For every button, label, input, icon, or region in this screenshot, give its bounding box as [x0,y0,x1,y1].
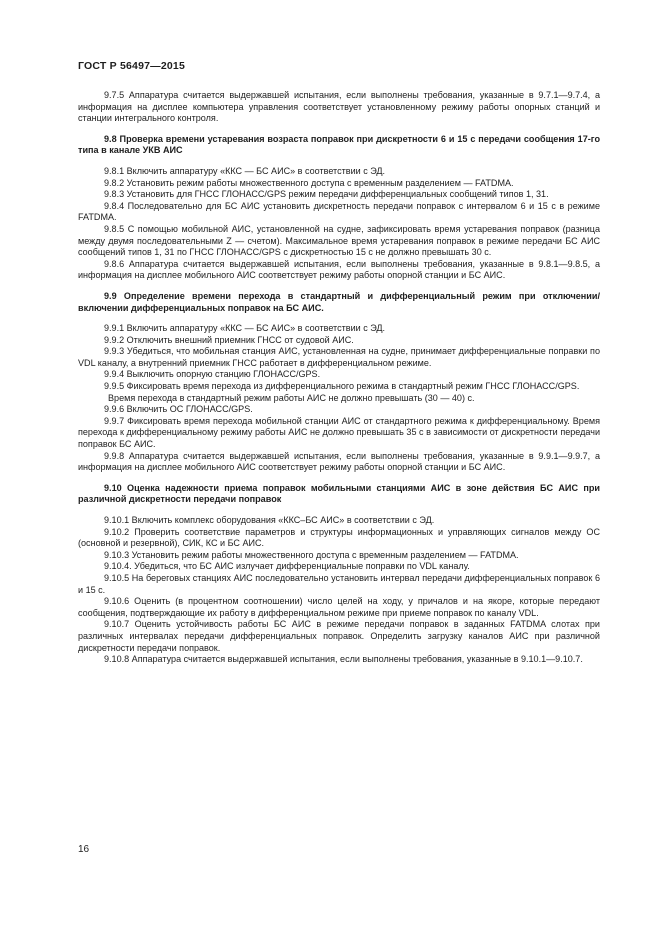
document-header: ГОСТ Р 56497—2015 [78,60,186,72]
paragraph-9-9-5-note: Время перехода в стандартный режим работы АИС не должно превышать (30 — 40) с. [108,392,475,403]
paragraph-9-8-2: 9.8.2 Установить режим работы множественного доступа с временным разделением — FATDMA. [104,177,514,188]
paragraph-9-9-2: 9.9.2 Отключить внешний приемник ГНСС от судовой АИС. [104,334,354,345]
paragraph-9-10-3: 9.10.3 Установить режим работы множественного доступа с временным разделением — FATDMA. [104,549,519,560]
section-heading-9-10: 9.10 Оценка надежности приема поправок мобильными станциями АИС в зоне действия БС АИС при различной дискретности передачи поправок [78,482,600,505]
paragraph-9-8-1: 9.8.1 Включить аппаратуру «ККС — БС АИС» в соответствии с ЭД. [104,165,386,176]
paragraph-9-9-5: 9.9.5 Фиксировать время перехода из дифференциального режима в стандартный режим ГНСС ГЛОНАСС/GPS. [104,381,580,392]
paragraph-9-9-8: 9.9.8 Аппаратура считается выдержавшей испытания, если выполнены требования, указанные в 9.9.1—9.9.7, а информация на дисплее мобильного АИС соответствует режиму работы опорной станции и БС АИС. [78,450,600,473]
section-heading-9-8: 9.8 Проверка времени устаревания возраста поправок при дискретности 6 и 15 с передачи сообщения 17-го типа в канале УКВ АИС [78,133,600,156]
paragraph-9-10-7: 9.10.7 Оценить устойчивость работы БС АИС в режиме передачи поправок в заданных FATDMA слотах при различных интервалах передачи дифференциальных поправок. Определить загрузку каналов АИС при различной дискретности передачи поправок. [78,619,600,653]
page-number: 16 [78,844,90,855]
paragraph-9-7-5: 9.7.5 Аппаратура считается выдержавшей испытания, если выполнены требования, указанные в 9.7.1—9.7.4, а информация на дисплее компьютера управления соответствует установленному режиму работы опорных станций и станции интегрального контроля. [78,90,600,124]
document-body [78,90,600,666]
paragraph-9-8-4: 9.8.4 Последовательно для БС АИС установить дискретность передачи поправок с интервалом 6 и 15 с в режиме FATDMA. [78,200,600,223]
paragraph-9-9-6: 9.9.6 Включить ОС ГЛОНАСС/GPS. [104,404,253,415]
paragraph-9-8-5: 9.8.5 С помощью мобильной АИС, установленной на судне, зафиксировать время устаревания поправок (разница между двумя последовательными Z — счетом). Максимальное время устаревания поправок в режиме передачи БС АИС сообщений типов 1, 31 по ГНСС ГЛОНАСС/GPS с дискретностью 15 с не должно превышать 30 с. [78,223,600,258]
section-heading-9-9: 9.9 Определение времени перехода в стандартный и дифференциальный режим при отключении/включении дифференциальных поправок на БС АИС. [78,290,600,313]
paragraph-9-10-2: 9.10.2 Проверить соответствие параметров и структуры информационных и управляющих сигналов между ОС (основной и резервной), СИК, КС и БС АИС. [78,526,600,549]
paragraph-9-10-4: 9.10.4. Убедиться, что БС АИС излучает дифференциальные поправки по VDL каналу. [104,561,470,572]
paragraph-9-10-8: 9.10.8 Аппаратура считается выдержавшей испытания, если выполнены требования, указанные в 9.10.1—9.10.7. [104,654,583,665]
paragraph-9-8-6: 9.8.6 Аппаратура считается выдержавшей испытания, если выполнены требования, указанные в 9.8.1—9.8.5, а информация на дисплее мобильного АИС соответствует режиму работы опорной станции и БС АИС. [78,258,600,281]
paragraph-9-10-6: 9.10.6 Оценить (в процентном соотношении) число целей на ходу, у причалов и на якоре, которые передают сообщения, подтверждающие их работу в дифференциальном режиме при приеме поправок по каналу VDL. [78,596,600,618]
paragraph-9-10-5: 9.10.5 На береговых станциях АИС последовательно установить интервал передачи дифференциальных поправок 6 и 15 с. [78,572,600,595]
paragraph-9-10-1: 9.10.1 Включить комплекс оборудования «ККС–БС АИС» в соответствии с ЭД. [104,515,435,525]
paragraph-9-9-3: 9.9.3 Убедиться, что мобильная станция АИС, установленная на судне, принимает дифференциальные поправки по VDL каналу, а внутренний приемник ГНСС работает в дифференциальном режиме. [78,346,600,368]
paragraph-9-8-3: 9.8.3 Установить для ГНСС ГЛОНАСС/GPS режим передачи дифференциальных сообщений типов 1, 31. [104,189,549,200]
paragraph-9-9-7: 9.9.7 Фиксировать время перехода мобильной станции АИС от стандартного режима к дифференциальному. Время перехода к дифференциальному режиму работы АИС не должно превышать 35 с в зависимости от дискретности передачи поправок БС АИС. [78,415,600,450]
paragraph-9-9-1: 9.9.1 Включить аппаратуру «ККС — БС АИС» в соответствии с ЭД. [104,323,386,334]
paragraph-9-9-4: 9.9.4 Выключить опорную станцию ГЛОНАСС/GPS. [104,369,321,380]
